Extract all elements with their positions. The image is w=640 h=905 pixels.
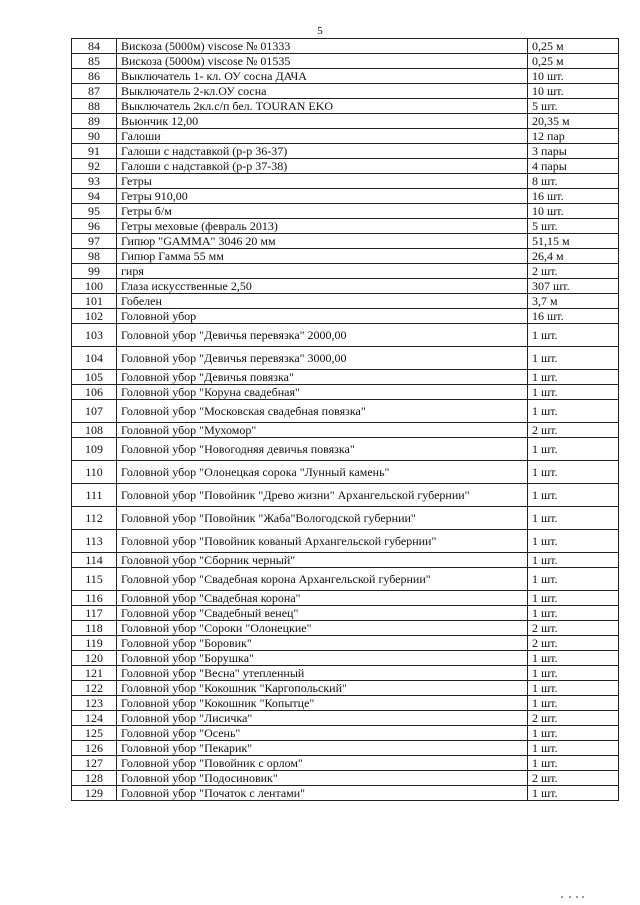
item-name: Головной убор "Олонецкая сорока "Лунный камень" bbox=[117, 461, 528, 484]
row-number: 96 bbox=[72, 219, 117, 234]
item-name: Головной убор "Пекарик" bbox=[117, 741, 528, 756]
item-quantity: 26,4 м bbox=[528, 249, 619, 264]
item-quantity: 1 шт. bbox=[528, 370, 619, 385]
item-name: Головной убор "Боровик" bbox=[117, 636, 528, 651]
item-name: Головной убор "Коруна свадебная" bbox=[117, 385, 528, 400]
row-number: 85 bbox=[72, 54, 117, 69]
item-name: гиря bbox=[117, 264, 528, 279]
item-name: Гетры меховые (февраль 2013) bbox=[117, 219, 528, 234]
row-number: 124 bbox=[72, 711, 117, 726]
item-name: Головной убор "Повойник кованый Архангельской губернии" bbox=[117, 530, 528, 553]
table-row bbox=[72, 756, 619, 771]
item-quantity: 2 шт. bbox=[528, 621, 619, 636]
row-number: 102 bbox=[72, 309, 117, 324]
item-name: Гипюр "GAMMA" 3046 20 мм bbox=[117, 234, 528, 249]
table-row bbox=[72, 347, 619, 370]
table-row bbox=[72, 696, 619, 711]
table-row bbox=[72, 507, 619, 530]
row-number: 112 bbox=[72, 507, 117, 530]
item-name: Головной убор "Свадебный венец" bbox=[117, 606, 528, 621]
item-name: Вискоза (5000м) viscose № 01535 bbox=[117, 54, 528, 69]
table-row bbox=[72, 129, 619, 144]
row-number: 104 bbox=[72, 347, 117, 370]
table-row bbox=[72, 189, 619, 204]
item-quantity: 2 шт. bbox=[528, 636, 619, 651]
inventory-table-body bbox=[72, 39, 619, 801]
item-name: Галоши с надставкой (р-р 36-37) bbox=[117, 144, 528, 159]
row-number: 92 bbox=[72, 159, 117, 174]
item-quantity: 1 шт. bbox=[528, 651, 619, 666]
item-quantity: 1 шт. bbox=[528, 324, 619, 347]
item-quantity: 1 шт. bbox=[528, 530, 619, 553]
row-number: 103 bbox=[72, 324, 117, 347]
item-quantity: 1 шт. bbox=[528, 385, 619, 400]
table-row bbox=[72, 666, 619, 681]
item-quantity: 1 шт. bbox=[528, 461, 619, 484]
item-name: Головной убор "Свадебная корона Архангельской губернии" bbox=[117, 568, 528, 591]
table-row bbox=[72, 786, 619, 801]
table-row bbox=[72, 294, 619, 309]
item-name: Головной убор "Повойник с орлом" bbox=[117, 756, 528, 771]
table-row bbox=[72, 234, 619, 249]
table-row bbox=[72, 621, 619, 636]
item-name: Головной убор "Борушка" bbox=[117, 651, 528, 666]
row-number: 97 bbox=[72, 234, 117, 249]
item-quantity: 16 шт. bbox=[528, 189, 619, 204]
table-row bbox=[72, 606, 619, 621]
row-number: 129 bbox=[72, 786, 117, 801]
item-quantity: 0,25 м bbox=[528, 54, 619, 69]
row-number: 111 bbox=[72, 484, 117, 507]
row-number: 101 bbox=[72, 294, 117, 309]
row-number: 125 bbox=[72, 726, 117, 741]
item-quantity: 51,15 м bbox=[528, 234, 619, 249]
item-quantity: 1 шт. bbox=[528, 438, 619, 461]
item-quantity: 1 шт. bbox=[528, 400, 619, 423]
table-row bbox=[72, 39, 619, 54]
item-quantity: 20,35 м bbox=[528, 114, 619, 129]
table-row bbox=[72, 651, 619, 666]
item-quantity: 5 шт. bbox=[528, 99, 619, 114]
item-quantity: 2 шт. bbox=[528, 264, 619, 279]
row-number: 113 bbox=[72, 530, 117, 553]
item-name: Выключатель 2-кл.ОУ сосна bbox=[117, 84, 528, 99]
item-name: Головной убор "Мухомор" bbox=[117, 423, 528, 438]
row-number: 120 bbox=[72, 651, 117, 666]
table-row bbox=[72, 69, 619, 84]
item-name: Вискоза (5000м) viscose № 01333 bbox=[117, 39, 528, 54]
row-number: 106 bbox=[72, 385, 117, 400]
row-number: 91 bbox=[72, 144, 117, 159]
item-name: Головной убор "Лисичка" bbox=[117, 711, 528, 726]
item-quantity: 307 шт. bbox=[528, 279, 619, 294]
item-quantity: 1 шт. bbox=[528, 726, 619, 741]
table-row bbox=[72, 385, 619, 400]
row-number: 105 bbox=[72, 370, 117, 385]
item-quantity: 1 шт. bbox=[528, 507, 619, 530]
item-quantity: 12 пар bbox=[528, 129, 619, 144]
row-number: 93 bbox=[72, 174, 117, 189]
row-number: 115 bbox=[72, 568, 117, 591]
row-number: 114 bbox=[72, 553, 117, 568]
row-number: 109 bbox=[72, 438, 117, 461]
table-row bbox=[72, 400, 619, 423]
table-row bbox=[72, 204, 619, 219]
item-name: Выключатель 2кл.с/п бел. TOURAN EKO bbox=[117, 99, 528, 114]
item-quantity: 1 шт. bbox=[528, 484, 619, 507]
corner-scan-mark bbox=[561, 896, 585, 899]
table-row bbox=[72, 681, 619, 696]
row-number: 118 bbox=[72, 621, 117, 636]
table-row bbox=[72, 568, 619, 591]
row-number: 86 bbox=[72, 69, 117, 84]
item-name: Головной убор "Подосиновик" bbox=[117, 771, 528, 786]
row-number: 94 bbox=[72, 189, 117, 204]
item-name: Головной убор "Кокошник "Каргопольский" bbox=[117, 681, 528, 696]
table-row bbox=[72, 219, 619, 234]
item-name: Головной убор "Московская свадебная повязка" bbox=[117, 400, 528, 423]
item-name: Выключатель 1- кл. ОУ сосна ДАЧА bbox=[117, 69, 528, 84]
item-quantity: 8 шт. bbox=[528, 174, 619, 189]
item-quantity: 10 шт. bbox=[528, 84, 619, 99]
table-row bbox=[72, 461, 619, 484]
row-number: 116 bbox=[72, 591, 117, 606]
row-number: 110 bbox=[72, 461, 117, 484]
table-row bbox=[72, 591, 619, 606]
item-quantity: 1 шт. bbox=[528, 741, 619, 756]
item-quantity: 2 шт. bbox=[528, 423, 619, 438]
item-quantity: 1 шт. bbox=[528, 681, 619, 696]
item-name: Гетры 910,00 bbox=[117, 189, 528, 204]
row-number: 126 bbox=[72, 741, 117, 756]
item-name: Головной убор "Сборник черный" bbox=[117, 553, 528, 568]
table-row bbox=[72, 144, 619, 159]
item-quantity: 1 шт. bbox=[528, 591, 619, 606]
row-number: 121 bbox=[72, 666, 117, 681]
item-quantity: 1 шт. bbox=[528, 666, 619, 681]
table-row bbox=[72, 114, 619, 129]
table-row bbox=[72, 99, 619, 114]
item-name: Гетры bbox=[117, 174, 528, 189]
item-quantity: 2 шт. bbox=[528, 771, 619, 786]
item-name: Гетры б/м bbox=[117, 204, 528, 219]
item-quantity: 1 шт. bbox=[528, 696, 619, 711]
table-row bbox=[72, 423, 619, 438]
item-name: Головной убор "Свадебная корона" bbox=[117, 591, 528, 606]
item-name: Головной убор "Повойник "Жаба"Вологодской губернии" bbox=[117, 507, 528, 530]
table-row bbox=[72, 249, 619, 264]
row-number: 127 bbox=[72, 756, 117, 771]
table-row bbox=[72, 279, 619, 294]
item-name: Галоши с надставкой (р-р 37-38) bbox=[117, 159, 528, 174]
table-row bbox=[72, 636, 619, 651]
row-number: 99 bbox=[72, 264, 117, 279]
item-name: Головной убор "Сороки "Олонецкие" bbox=[117, 621, 528, 636]
item-quantity: 1 шт. bbox=[528, 606, 619, 621]
table-row bbox=[72, 264, 619, 279]
item-quantity: 5 шт. bbox=[528, 219, 619, 234]
row-number: 90 bbox=[72, 129, 117, 144]
row-number: 89 bbox=[72, 114, 117, 129]
item-quantity: 1 шт. bbox=[528, 553, 619, 568]
item-name: Галоши bbox=[117, 129, 528, 144]
row-number: 119 bbox=[72, 636, 117, 651]
table-row bbox=[72, 159, 619, 174]
inventory-table bbox=[71, 38, 619, 801]
row-number: 122 bbox=[72, 681, 117, 696]
row-number: 84 bbox=[72, 39, 117, 54]
table-row bbox=[72, 771, 619, 786]
table-row bbox=[72, 438, 619, 461]
item-quantity: 1 шт. bbox=[528, 568, 619, 591]
item-quantity: 3 пары bbox=[528, 144, 619, 159]
item-quantity: 2 шт. bbox=[528, 711, 619, 726]
row-number: 88 bbox=[72, 99, 117, 114]
table-row bbox=[72, 741, 619, 756]
item-quantity: 10 шт. bbox=[528, 69, 619, 84]
item-name: Вьюнчик 12,00 bbox=[117, 114, 528, 129]
table-row bbox=[72, 484, 619, 507]
item-name: Головной убор "Кокошник "Копытце" bbox=[117, 696, 528, 711]
item-name: Гобелен bbox=[117, 294, 528, 309]
item-name: Головной убор "Весна" утепленный bbox=[117, 666, 528, 681]
item-quantity: 4 пары bbox=[528, 159, 619, 174]
item-quantity: 16 шт. bbox=[528, 309, 619, 324]
row-number: 87 bbox=[72, 84, 117, 99]
item-name: Головной убор "Початок с лентами" bbox=[117, 786, 528, 801]
table-row bbox=[72, 174, 619, 189]
row-number: 107 bbox=[72, 400, 117, 423]
item-name: Головной убор "Повойник "Древо жизни" Архангельской губернии" bbox=[117, 484, 528, 507]
table-row bbox=[72, 530, 619, 553]
table-row bbox=[72, 54, 619, 69]
item-name: Головной убор "Девичья перевязка" 3000,00 bbox=[117, 347, 528, 370]
row-number: 100 bbox=[72, 279, 117, 294]
item-name: Головной убор "Девичья перевязка" 2000,00 bbox=[117, 324, 528, 347]
row-number: 117 bbox=[72, 606, 117, 621]
row-number: 98 bbox=[72, 249, 117, 264]
item-quantity: 1 шт. bbox=[528, 756, 619, 771]
item-name: Головной убор "Девичья повязка" bbox=[117, 370, 528, 385]
table-row bbox=[72, 324, 619, 347]
item-quantity: 0,25 м bbox=[528, 39, 619, 54]
item-quantity: 1 шт. bbox=[528, 347, 619, 370]
item-name: Головной убор "Новогодняя девичья повязка" bbox=[117, 438, 528, 461]
table-row bbox=[72, 309, 619, 324]
table-row bbox=[72, 84, 619, 99]
row-number: 123 bbox=[72, 696, 117, 711]
item-name: Головной убор bbox=[117, 309, 528, 324]
table-row bbox=[72, 553, 619, 568]
table-row bbox=[72, 726, 619, 741]
row-number: 108 bbox=[72, 423, 117, 438]
row-number: 95 bbox=[72, 204, 117, 219]
row-number: 128 bbox=[72, 771, 117, 786]
page-number: 5 bbox=[317, 25, 323, 37]
item-name: Глаза искусственные 2,50 bbox=[117, 279, 528, 294]
table-row bbox=[72, 711, 619, 726]
item-quantity: 1 шт. bbox=[528, 786, 619, 801]
table-row bbox=[72, 370, 619, 385]
item-quantity: 10 шт. bbox=[528, 204, 619, 219]
item-name: Гипюр Гамма 55 мм bbox=[117, 249, 528, 264]
item-quantity: 3,7 м bbox=[528, 294, 619, 309]
item-name: Головной убор "Осень" bbox=[117, 726, 528, 741]
